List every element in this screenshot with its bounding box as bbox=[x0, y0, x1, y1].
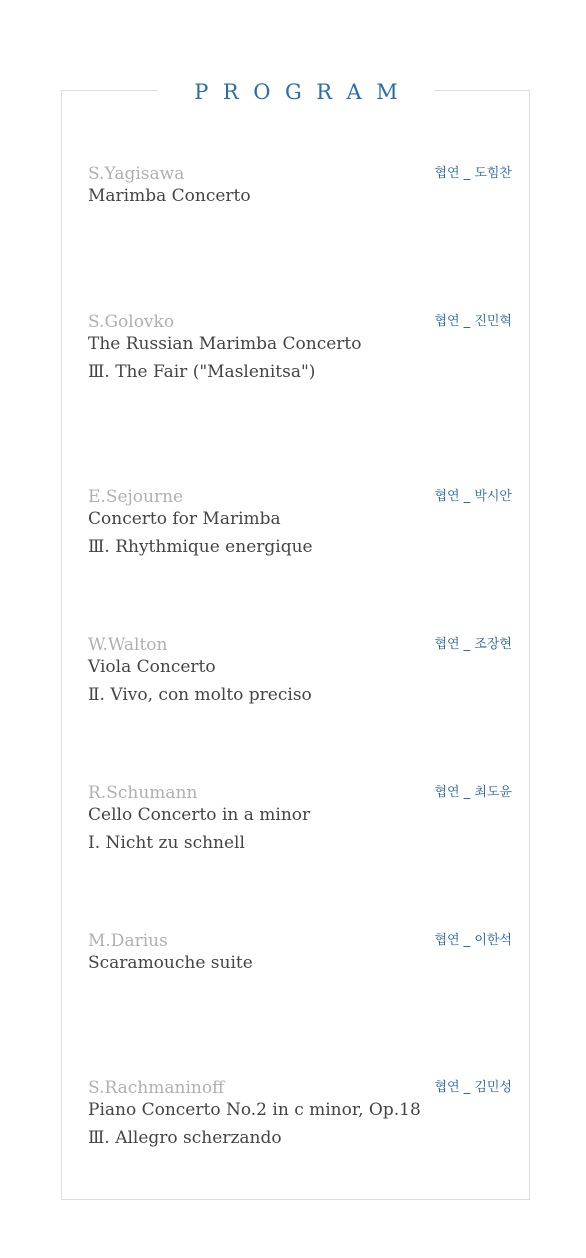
work-title bbox=[88, 505, 313, 561]
work-title bbox=[88, 801, 310, 857]
soloist-label: 협연 _ 도힘찬 bbox=[434, 166, 512, 181]
work-line: Ⅱ. Vivo, con molto preciso bbox=[88, 685, 312, 705]
composer-name: E.Sejourne bbox=[88, 487, 184, 507]
work-line: Ⅲ. Rhythmique energique bbox=[88, 537, 313, 557]
work-title bbox=[88, 330, 362, 386]
work-line: Viola Concerto bbox=[88, 657, 216, 677]
work-title bbox=[88, 653, 312, 709]
work-line: Ⅰ. Nicht zu schnell bbox=[88, 833, 245, 853]
composer-name: R.Schumann bbox=[88, 783, 198, 803]
work-line: Concerto for Marimba bbox=[88, 509, 281, 529]
soloist-label: 협연 _ 이한석 bbox=[434, 933, 512, 948]
work-title bbox=[88, 949, 253, 977]
composer-name: S.Rachmaninoff bbox=[88, 1078, 225, 1098]
composer-name: S.Yagisawa bbox=[88, 164, 185, 184]
soloist-label: 협연 _ 박시안 bbox=[434, 489, 512, 504]
work-line: Piano Concerto No.2 in c minor, Op.18 bbox=[88, 1100, 421, 1120]
program-title: PROGRAM bbox=[158, 78, 434, 106]
work-line: Ⅲ. Allegro scherzando bbox=[88, 1128, 282, 1148]
composer-name: W.Walton bbox=[88, 635, 168, 655]
work-line: Ⅲ. The Fair ("Maslenitsa") bbox=[88, 362, 316, 382]
work-line: The Russian Marimba Concerto bbox=[88, 334, 362, 354]
soloist-label: 협연 _ 최도윤 bbox=[434, 785, 512, 800]
work-title bbox=[88, 1096, 421, 1152]
soloist-label: 협연 _ 김민성 bbox=[434, 1080, 512, 1095]
work-line: Cello Concerto in a minor bbox=[88, 805, 311, 825]
composer-name: M.Darius bbox=[88, 931, 168, 951]
soloist-label: 협연 _ 진민혁 bbox=[434, 314, 512, 329]
work-title bbox=[88, 182, 251, 210]
soloist-label: 협연 _ 조장현 bbox=[434, 637, 512, 652]
work-line: Scaramouche suite bbox=[88, 953, 253, 973]
composer-name: S.Golovko bbox=[88, 312, 175, 332]
work-line: Marimba Concerto bbox=[88, 186, 251, 206]
